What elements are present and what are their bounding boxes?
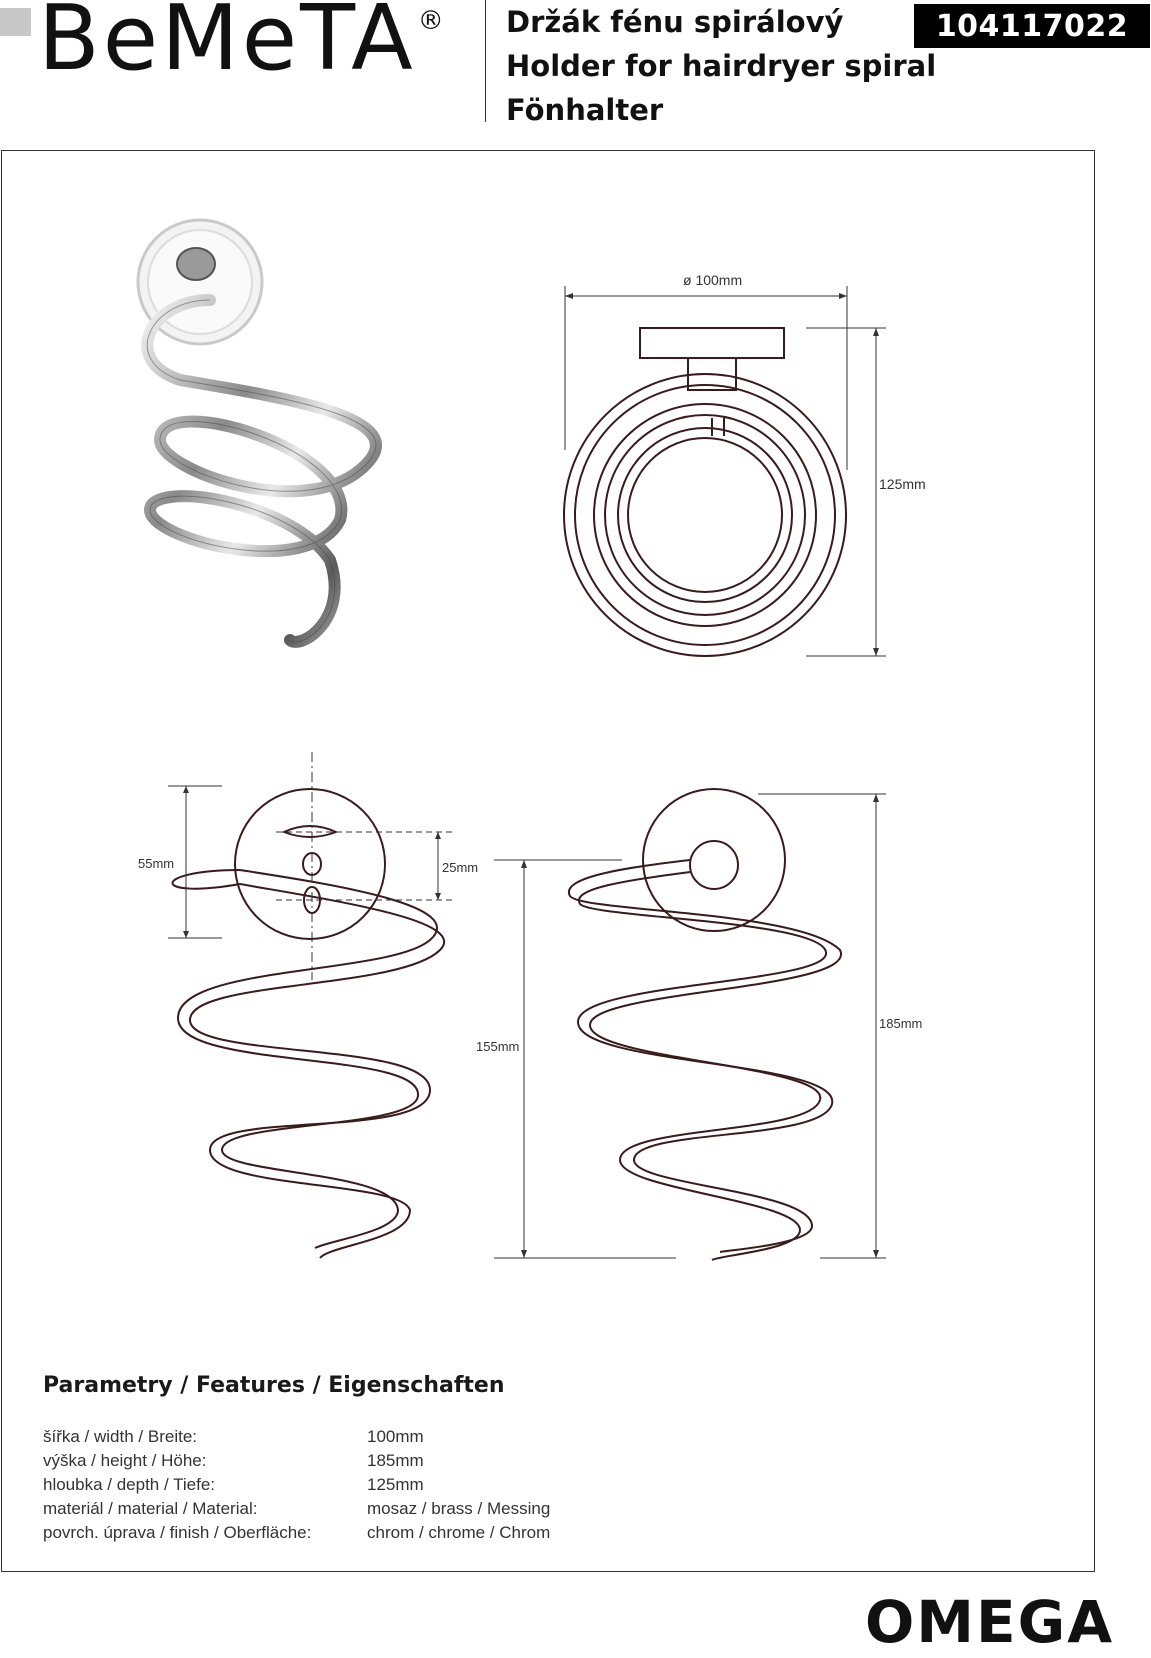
features-title: Parametry / Features / Eigenschaften <box>43 1373 505 1398</box>
feature-label: výška / height / Höhe: <box>43 1451 207 1470</box>
registered-mark: ® <box>417 6 447 36</box>
feature-value: 125mm <box>367 1475 424 1494</box>
feature-row <box>43 1523 643 1547</box>
feature-row <box>43 1499 643 1523</box>
feature-label: povrch. úprava / finish / Oberfläche: <box>43 1523 312 1542</box>
feature-label: hloubka / depth / Tiefe: <box>43 1475 216 1494</box>
dim-spiral-height: 155mm <box>476 1039 520 1054</box>
title-de: Fönhalter <box>506 93 664 127</box>
features-table <box>43 1427 643 1547</box>
feature-value: 185mm <box>367 1451 424 1470</box>
feature-row <box>43 1427 643 1451</box>
brand-name: BeMeTA <box>38 0 416 91</box>
title-cz: Držák fénu spirálový <box>506 5 844 39</box>
feature-label: materiál / material / Material: <box>43 1499 258 1518</box>
dim-total-height: 185mm <box>879 1016 923 1031</box>
title-en: Holder for hairdryer spiral <box>506 49 937 83</box>
product-code-badge: 104117022 <box>914 4 1150 48</box>
product-photo <box>138 220 376 642</box>
side-view <box>494 789 886 1260</box>
feature-value: 100mm <box>367 1427 424 1446</box>
top-view <box>564 286 886 656</box>
feature-value: chrom / chrome / Chrom <box>367 1523 551 1542</box>
feature-label: šířka / width / Breite: <box>43 1427 197 1446</box>
dim-depth-top: 125mm <box>879 476 926 492</box>
feature-value: mosaz / brass / Messing <box>367 1499 551 1518</box>
front-view <box>168 752 454 1258</box>
dim-mount-height: 55mm <box>138 856 175 871</box>
feature-row <box>43 1475 643 1499</box>
feature-row <box>43 1451 643 1475</box>
dim-diameter: ø 100mm <box>683 272 743 288</box>
dim-hole-spacing: 25mm <box>442 860 479 875</box>
collection-name: OMEGA <box>865 1588 1115 1656</box>
